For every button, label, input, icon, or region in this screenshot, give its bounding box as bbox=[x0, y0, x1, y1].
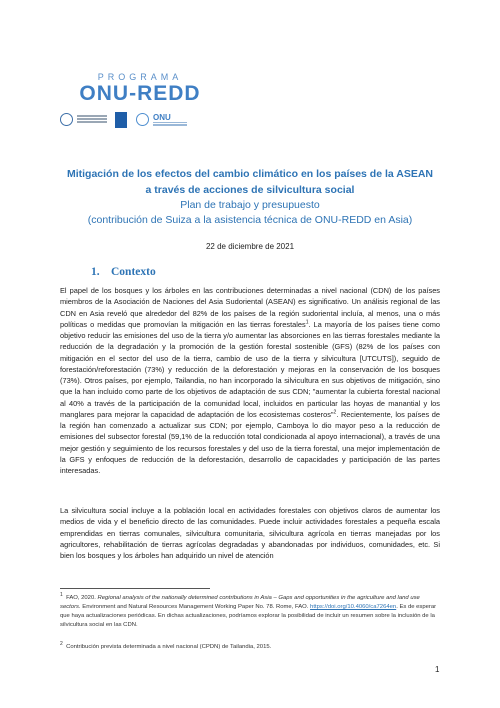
brand-top-text: PROGRAMA bbox=[97, 72, 183, 82]
document-title bbox=[60, 166, 440, 228]
footnote-1-part-a: FAO, 2020. bbox=[66, 595, 98, 601]
brand-main-text: ONU-REDD bbox=[79, 82, 201, 105]
footnote-1-doi-link[interactable]: https://doi.org/10.4060/ca7264en bbox=[310, 604, 397, 610]
onu-logo-subtext-icon bbox=[153, 122, 187, 127]
footnote-2-text: Contribución prevista determinada a nivel nacional (CPDN) de Tailandia, 2015. bbox=[66, 644, 272, 650]
onu-logo-text: ONU bbox=[153, 113, 171, 122]
footnote-ref-1[interactable]: 1 bbox=[305, 319, 309, 326]
section-title: Contexto bbox=[111, 266, 156, 278]
fao-logo-icon bbox=[60, 113, 73, 126]
title-line-1: Mitigación de los efectos del cambio climático en los países de la ASEAN bbox=[66, 168, 434, 180]
footnote-divider bbox=[60, 588, 210, 589]
un-emblem-icon bbox=[136, 113, 149, 126]
footnote-1-part-c: . Es de esperar que haya actualizaciones periódicas. En dichas actualizaciones, podríamos explorar la posibilidad de incluir un resumen sobre la inclusión de la silvicultura social en las CDN. bbox=[60, 604, 437, 628]
undp-logo-icon bbox=[115, 112, 127, 128]
document-date: 22 de diciembre de 2021 bbox=[205, 242, 295, 251]
paragraph-2: La silvicultura social incluye a la población local en actividades forestales con objetivos claros de aumentar los medios de vida y el beneficio directo de las comunidades. Puede incluir actividades forestales a pequeña escala emprendidas en tierras comunales, silvicultura comunitaria, silvicultura agrícola en tierras manejadas por los agricultores, rehabilitación de tierras agrícolas degradadas y abandonadas por individuos, comunidades, etc. Si bien los bosques y los árboles han adquirido un nivel de atención bbox=[60, 506, 440, 560]
footnote-2-number: 2 bbox=[60, 641, 63, 648]
section-heading bbox=[91, 266, 156, 278]
paragraph-1-part-a: El papel de los bosques y los árboles en las contribuciones determinadas a nivel nacional (CDN) de los países miembros de la Asociación de Naciones del Asia Sudoriental (ASEAN) es significativo. Un análisis regional de las CDN en Asia reveló que alrededor del 82% de los países de la región sudoriental incluía, al menos, una o más políticas o medidas que promovían la mitigación en las tierras forestales bbox=[60, 286, 440, 329]
footnote-1 bbox=[60, 594, 440, 630]
title-line-2: a través de acciones de silvicultura social bbox=[145, 184, 355, 196]
fao-logo-text-icon bbox=[77, 115, 107, 124]
paragraph-1-part-c: . Recientemente, los países de la región han comenzado a actualizar sus CDN; por ejemplo, Camboya lo dio mayor peso a la reducción de emisiones del subsector forestal (59,1% de la reducción total condicionada al apoyo internacional), a través de una mejor gestión y seguimiento de los recursos forestales y del uso de la tierra forestal, una mejor implementación de la GFS y enfoques de reducción de la deforestación, desarrollo de capacidades y participación de las partes interesadas. bbox=[60, 409, 440, 475]
paragraph-1-part-b: . La mayoría de los países tiene como objetivo reducir las emisiones del uso de la tierra y/o aumentar las absorciones en las tierras forestales mediante la reducción de la degradación y la promoción de la gestión forestal sostenible (GFS) (82% de los países con mitigación en el sector del uso de la tierra, cambio de uso de la tierra y silvicultura [UTCUTS]), seguido de forestación/reforestación (73%) y reducción de la deforestación y mejoras en la conservación de los bosques (73%). Otros países, por ejemplo, Tailandia, no han incorporado la silvicultura en sus objetivos de mitigación, sino que la han incluido como parte de los objetivos de adaptación de sus CDN; "aumentar la cubierta forestal nacional al 40% a través de la participación de la comunidad local, incluidos en particular las hoyas de manantial y los manglares para mejorar la capacidad de adaptación de los ecosistemas costeros" bbox=[60, 319, 440, 419]
page-number: 1 bbox=[435, 665, 440, 674]
footnote-1-italic-title: Regional analysis of the nationally determined contributions in Asia – Gaps and opportunities in the agriculture and land use sectors. bbox=[60, 595, 420, 610]
footnote-1-number: 1 bbox=[60, 592, 63, 599]
footnote-2 bbox=[60, 643, 440, 652]
subtitle-line-1: Plan de trabajo y presupuesto bbox=[180, 199, 320, 211]
paragraph-1 bbox=[60, 285, 440, 476]
section-number: 1. bbox=[91, 266, 100, 278]
program-logo bbox=[60, 72, 220, 105]
subtitle-line-2: (contribución de Suiza a la asistencia técnica de ONU-REDD en Asia) bbox=[87, 214, 413, 226]
footnote-ref-2[interactable]: 2 bbox=[333, 409, 337, 416]
partner-logos bbox=[60, 113, 250, 129]
footnote-1-part-b: Environment and Natural Resources Management Working Paper No. 78. Rome, FAO. bbox=[80, 604, 309, 610]
